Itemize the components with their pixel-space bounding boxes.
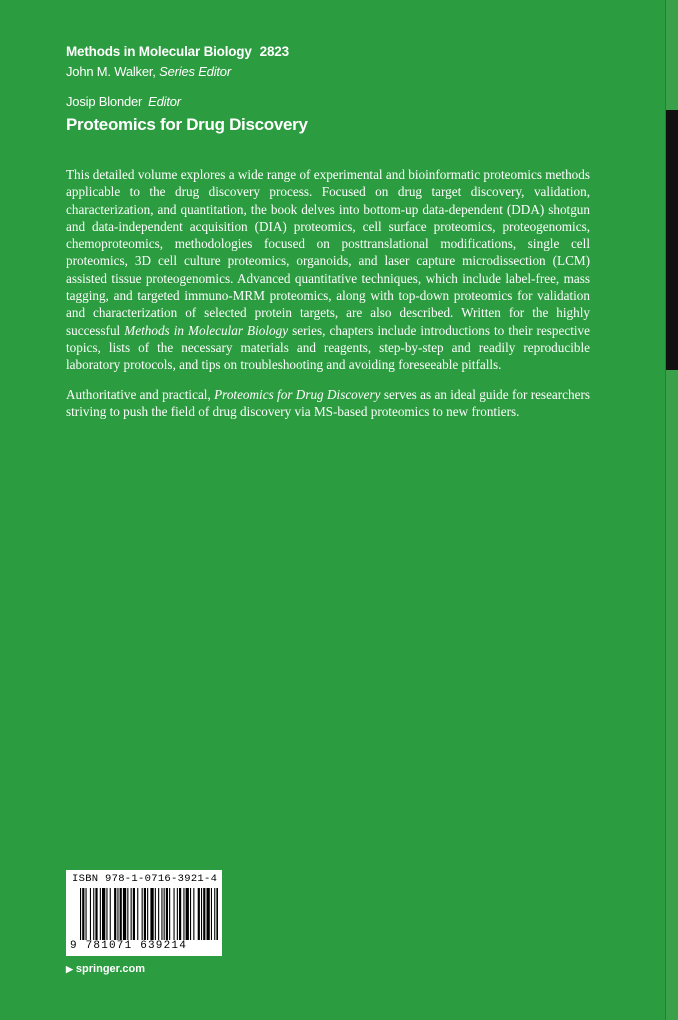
- barcode-bar: [95, 888, 97, 940]
- series-editor-role: Series Editor: [159, 64, 231, 79]
- isbn-label: ISBN 978-1-0716-3921-4: [72, 873, 218, 885]
- barcode-bar: [123, 888, 126, 940]
- barcode-bar: [161, 888, 162, 940]
- barcode-bar: [100, 888, 101, 940]
- barcode-bar: [198, 888, 200, 940]
- barcode-bar: [216, 888, 218, 940]
- barcode-bar: [158, 888, 159, 940]
- barcode-bar: [177, 888, 178, 940]
- barcode-bar: [90, 888, 91, 940]
- barcode-bar: [164, 888, 165, 940]
- description-p1-text-b: series, chapters include introductions to their respective topics, lists of the necessary materials and reagents, step-by-step and readily reproducible laboratory protocols, and tips on troubleshooting and avoiding foreseeable pitfalls.: [66, 322, 591, 373]
- isbn-barcode: [66, 870, 222, 956]
- barcode-bar: [207, 888, 210, 940]
- barcode-bar: [186, 888, 189, 940]
- publisher-url: springer.com: [75, 963, 145, 975]
- barcode-bar: [174, 888, 175, 940]
- barcode-bar: [179, 888, 181, 940]
- barcode-bar: [150, 888, 153, 940]
- series-editor-line: [66, 64, 231, 79]
- barcode-bar: [80, 888, 81, 940]
- description-p1-italic: Methods in Molecular Biology: [124, 322, 289, 338]
- barcode-bar: [131, 888, 132, 940]
- series-name: Methods in Molecular Biology: [66, 44, 252, 59]
- publisher-link[interactable]: [66, 963, 145, 975]
- book-description: [66, 166, 590, 432]
- series-number: 2823: [259, 44, 289, 59]
- barcode-bar: [142, 888, 143, 940]
- barcode-bar: [166, 888, 168, 940]
- barcode-bar: [106, 888, 107, 940]
- barcode-bar: [114, 888, 116, 940]
- barcode-bar: [155, 888, 156, 940]
- description-p2-text-a: Authoritative and practical,: [66, 386, 215, 402]
- description-paragraph-2: [66, 386, 590, 421]
- barcode-bar: [201, 888, 202, 940]
- barcode-bar: [147, 888, 148, 940]
- barcode-bar: [86, 888, 87, 940]
- description-p2-italic: Proteomics for Drug Discovery: [214, 386, 381, 402]
- barcode-bar: [137, 888, 138, 940]
- barcode-bar: [117, 888, 118, 940]
- barcode-bars: [80, 888, 218, 940]
- spine-black-bar: [666, 110, 678, 370]
- book-editor-role: Editor: [148, 94, 181, 109]
- barcode-bar: [169, 888, 170, 940]
- barcode-bar: [120, 888, 122, 940]
- book-editor-name: Josip Blonder: [66, 94, 143, 109]
- barcode-bar: [82, 888, 84, 940]
- barcode-bar: [190, 888, 191, 940]
- barcode-bar: [133, 888, 135, 940]
- barcode-bar: [110, 888, 111, 940]
- book-editor-line: [66, 94, 181, 109]
- description-p1-text-a: This detailed volume explores a wide range of experimental and bioinformatic proteomics methods applicable to the drug discovery process. Focused on drug target discovery, validation, characterization, and quantitation, the book delves into bottom-up data-dependent (DDA) shotgun and data-independent acquisition (DIA) proteomics, cell surface proteomics, proteogenomics, chemoproteomics, methodologies focused on posttranslational modifications, single cell proteomics, 3D cell culture proteomics, organoids, and laser capture microdissection (LCM) assisted tissue proteogenomics. Advanced quantitative techniques, which include label-free, mass tagging, and targeted immuno-MRM proteomics, along with top-down proteomics for validation and characterization of selected protein targets, are also described. Written for the highly successful: [66, 167, 590, 338]
- barcode-bar: [93, 888, 94, 940]
- series-editor-name: John M. Walker,: [66, 64, 156, 79]
- arrow-icon: ▶: [66, 964, 73, 974]
- barcode-bar: [214, 888, 215, 940]
- barcode-bar: [127, 888, 128, 940]
- barcode-digits: 9 781071 639214: [70, 940, 188, 952]
- barcode-bar: [183, 888, 184, 940]
- barcode-bar: [102, 888, 105, 940]
- barcode-bar: [203, 888, 205, 940]
- description-p2-text-b: serves as an ideal guide for researchers striving to push the field of drug discovery via MS-based proteomics to new frontiers.: [66, 386, 590, 419]
- book-title: Proteomics for Drug Discovery: [66, 115, 308, 134]
- description-paragraph-1: [66, 166, 590, 374]
- barcode-bar: [211, 888, 212, 940]
- barcode-bar: [193, 888, 194, 940]
- barcode-bar: [144, 888, 146, 940]
- series-heading: [66, 44, 289, 59]
